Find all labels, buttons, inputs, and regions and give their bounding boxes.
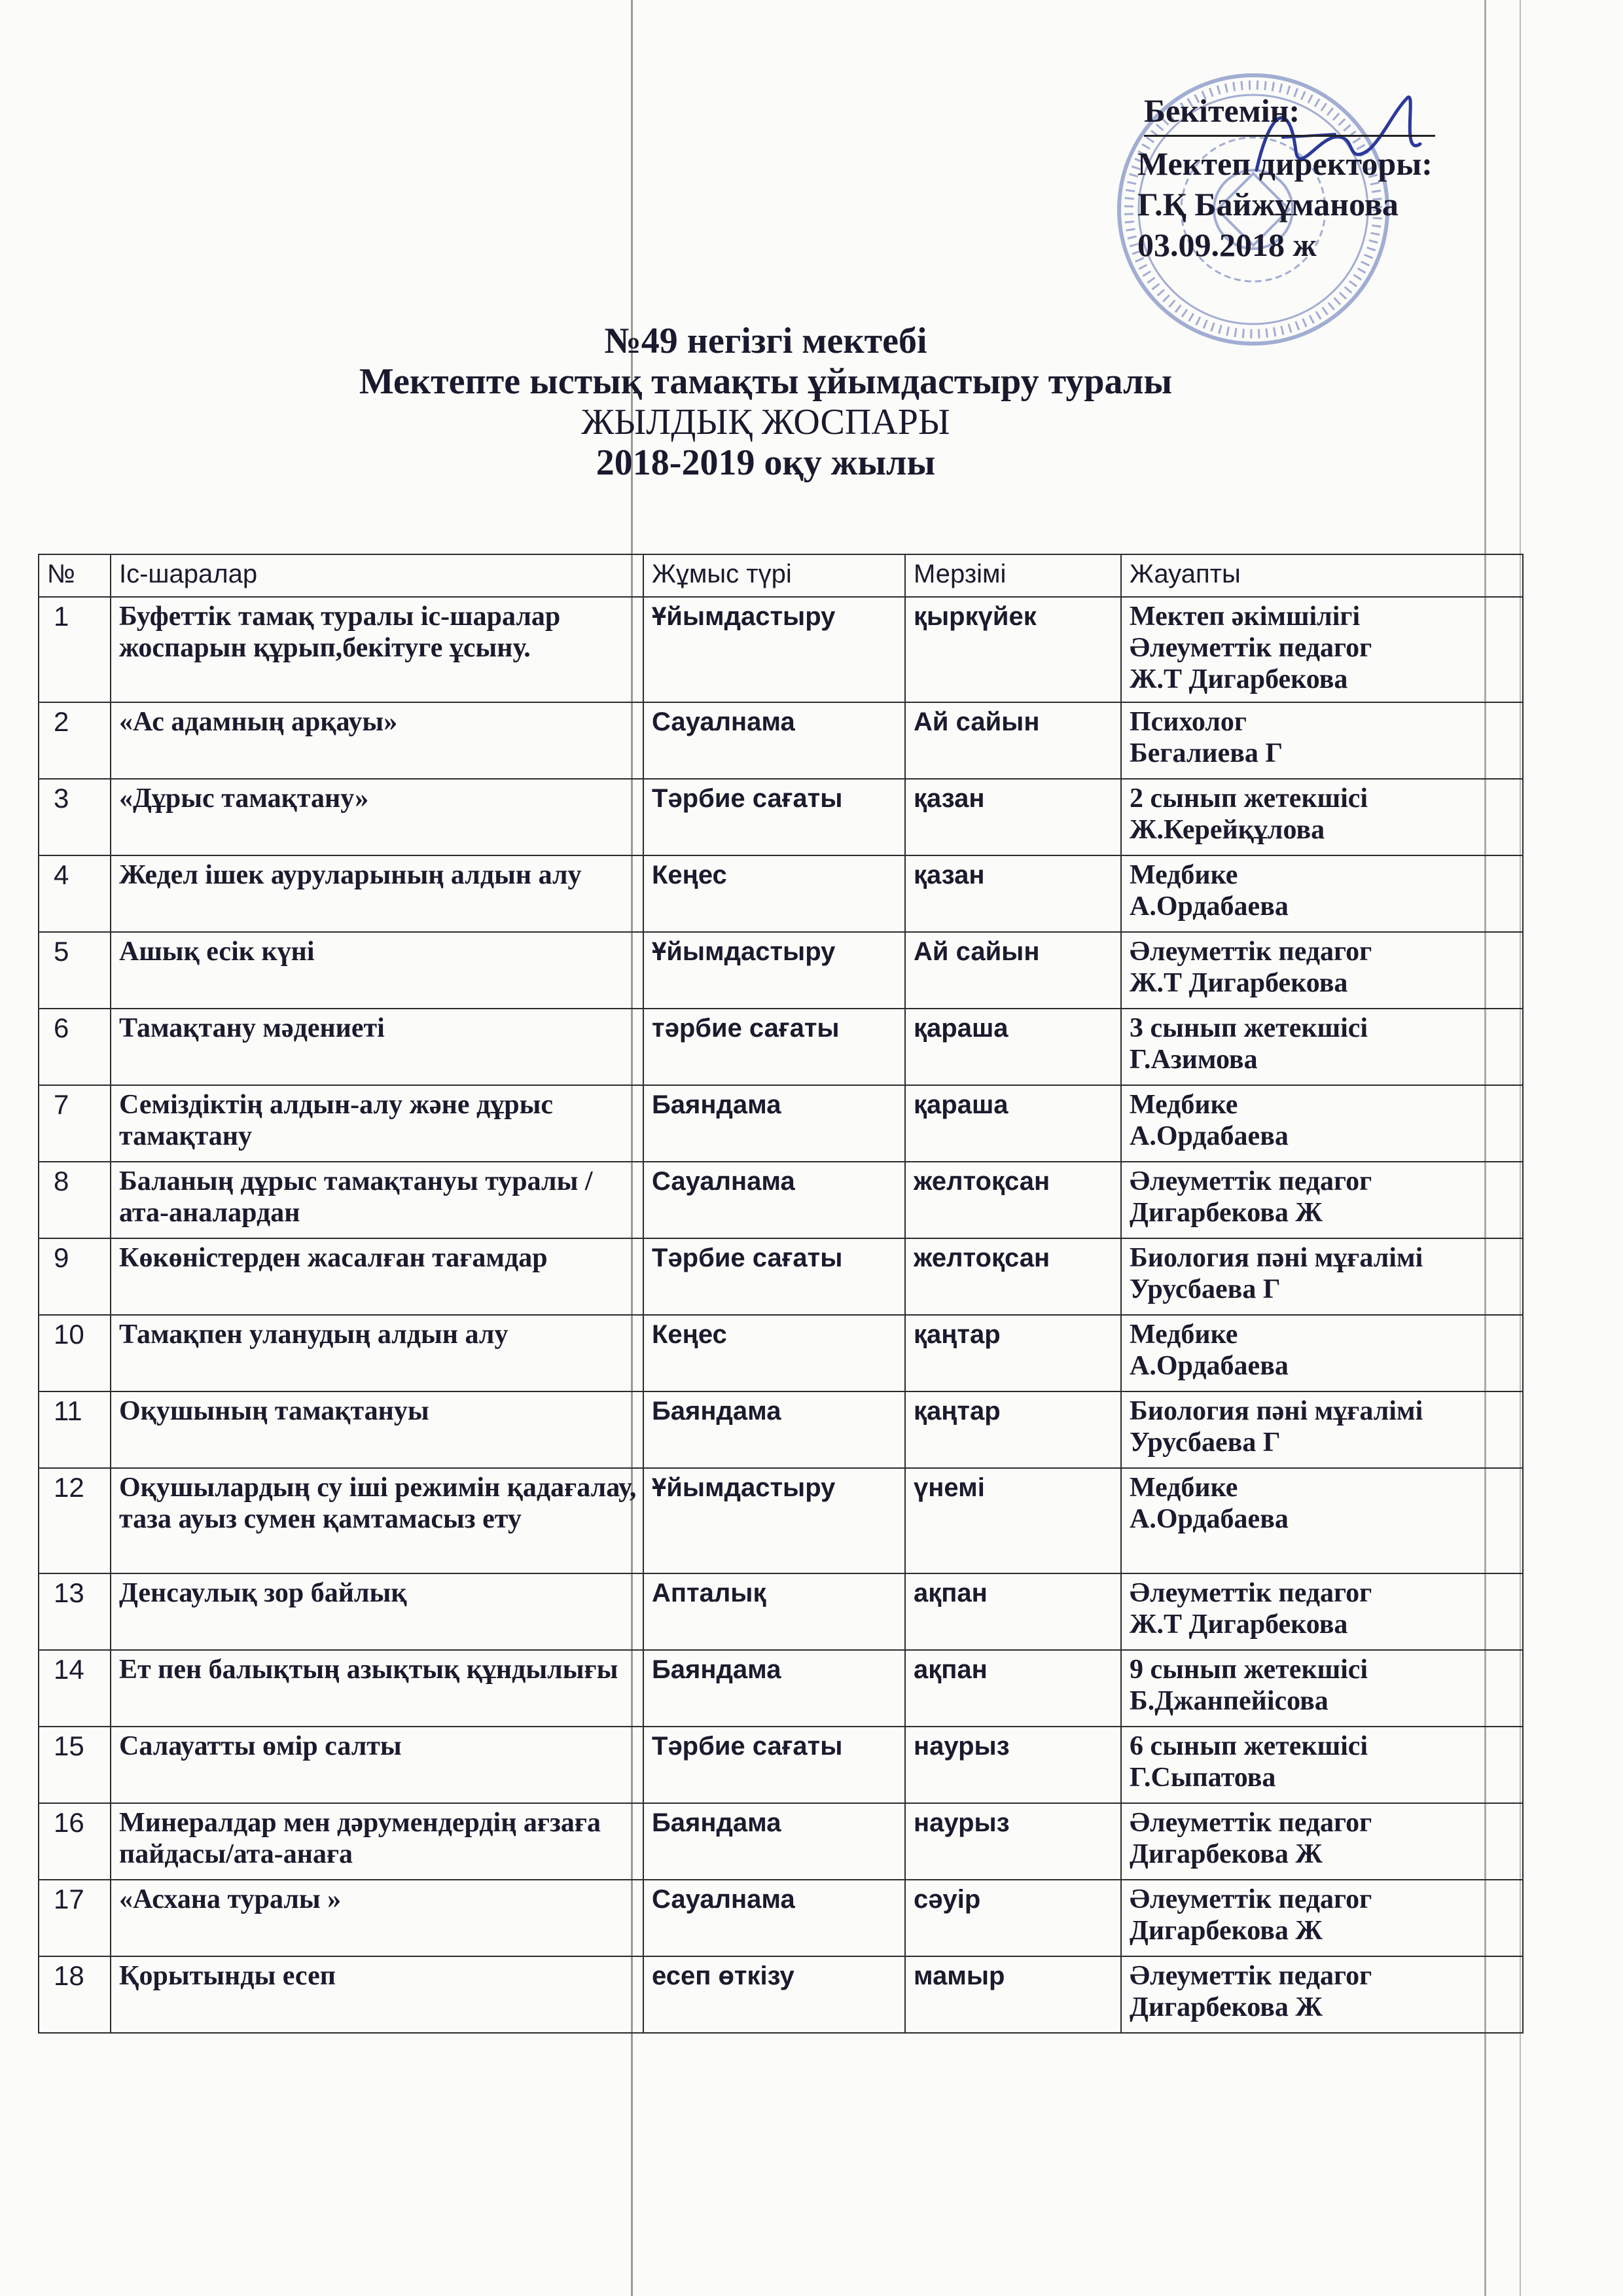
- row-term: қараша: [905, 1085, 1121, 1162]
- row-term: мамыр: [905, 1956, 1121, 2033]
- row-term: үнемі: [905, 1468, 1121, 1573]
- row-responsible: Әлеуметтік педагог Дигарбекова Ж: [1121, 1880, 1523, 1956]
- row-event: Қорытынды есеп: [111, 1956, 643, 2033]
- table-row: [39, 1162, 1523, 1238]
- row-event: Ашық есік күні: [111, 932, 643, 1009]
- row-work-type: Баяндама: [643, 1085, 905, 1162]
- row-number: 16: [39, 1803, 111, 1880]
- table-row: [39, 597, 1523, 702]
- row-work-type: Кеңес: [643, 855, 905, 932]
- table-row: [39, 702, 1523, 779]
- row-term: Ай сайын: [905, 702, 1121, 779]
- header-number: №: [39, 554, 111, 597]
- row-event: Оқушылардың су іші режимін қадағалау, таза ауыз сумен қамтамасыз ету: [111, 1468, 643, 1573]
- row-number: 17: [39, 1880, 111, 1956]
- row-term: қыркүйек: [905, 597, 1121, 702]
- table-body: [39, 597, 1523, 2033]
- header-work-type: Жұмыс түрі: [643, 554, 905, 597]
- row-number: 15: [39, 1727, 111, 1803]
- row-work-type: Тәрбие сағаты: [643, 1727, 905, 1803]
- header-term: Мерзімі: [905, 554, 1121, 597]
- row-event: Көкөністерден жасалған тағамдар: [111, 1238, 643, 1315]
- approval-block: [1137, 90, 1435, 265]
- row-event: «Ас адамның арқауы»: [111, 702, 643, 779]
- row-work-type: Баяндама: [643, 1391, 905, 1468]
- table-row: [39, 779, 1523, 855]
- row-work-type: Сауалнама: [643, 702, 905, 779]
- row-work-type: Ұйымдастыру: [643, 1468, 905, 1573]
- row-number: 10: [39, 1315, 111, 1391]
- table-row: [39, 1650, 1523, 1727]
- row-number: 13: [39, 1573, 111, 1650]
- row-number: 12: [39, 1468, 111, 1573]
- row-term: ақпан: [905, 1650, 1121, 1727]
- row-responsible: Әлеуметтік педагог Дигарбекова Ж: [1121, 1803, 1523, 1880]
- row-term: қаңтар: [905, 1315, 1121, 1391]
- table-row: [39, 932, 1523, 1009]
- row-work-type: Апталық: [643, 1573, 905, 1650]
- row-responsible: 2 сынып жетекшісі Ж.Керейқұлова: [1121, 779, 1523, 855]
- row-work-type: Сауалнама: [643, 1880, 905, 1956]
- school-name: №49 негізгі мектебі: [604, 321, 927, 361]
- row-event: Минералдар мен дәрумендердің ағзаға пайдасы/ата-анаға: [111, 1803, 643, 1880]
- row-number: 4: [39, 855, 111, 932]
- row-event: Жедел ішек ауруларының алдын алу: [111, 855, 643, 932]
- approval-role: Мектеп директоры:: [1137, 145, 1433, 182]
- approval-name: Г.Қ Байжұманова: [1137, 186, 1399, 223]
- row-term: қазан: [905, 779, 1121, 855]
- row-responsible: Мектеп әкімшілігі Әлеуметтік педагог Ж.Т Дигарбекова: [1121, 597, 1523, 702]
- table-row: [39, 855, 1523, 932]
- row-work-type: Тәрбие сағаты: [643, 1238, 905, 1315]
- header-responsible: Жауапты: [1121, 554, 1523, 597]
- row-event: Буфеттік тамақ туралы іс-шаралар жоспарын құрып,бекітуге ұсыну.: [111, 597, 643, 702]
- row-number: 11: [39, 1391, 111, 1468]
- table-row: [39, 1085, 1523, 1162]
- row-responsible: Биология пәні мұғалімі Урусбаева Г: [1121, 1391, 1523, 1468]
- table-row: [39, 1803, 1523, 1880]
- row-event: «Асхана туралы »: [111, 1880, 643, 1956]
- table-row: [39, 1573, 1523, 1650]
- row-number: 18: [39, 1956, 111, 2033]
- row-number: 9: [39, 1238, 111, 1315]
- header-events: Іс-шаралар: [111, 554, 643, 597]
- row-term: қазан: [905, 855, 1121, 932]
- row-term: ақпан: [905, 1573, 1121, 1650]
- row-responsible: Биология пәні мұғалімі Урусбаева Г: [1121, 1238, 1523, 1315]
- row-term: желтоқсан: [905, 1238, 1121, 1315]
- row-work-type: Кеңес: [643, 1315, 905, 1391]
- row-number: 3: [39, 779, 111, 855]
- table-row: [39, 1468, 1523, 1573]
- row-responsible: 3 сынып жетекшісі Г.Азимова: [1121, 1009, 1523, 1085]
- row-event: Тамақтану мәдениеті: [111, 1009, 643, 1085]
- row-responsible: Медбике А.Ордабаева: [1121, 1468, 1523, 1573]
- row-responsible: Медбике А.Ордабаева: [1121, 1315, 1523, 1391]
- row-number: 6: [39, 1009, 111, 1085]
- row-event: Оқушының тамақтануы: [111, 1391, 643, 1468]
- row-work-type: есеп өткізу: [643, 1956, 905, 2033]
- document-subject: Мектепте ыстық тамақты ұйымдастыру туралы: [359, 361, 1173, 402]
- row-responsible: Әлеуметтік педагог Ж.Т Дигарбекова: [1121, 932, 1523, 1009]
- row-event: Ет пен балықтың азықтық құндылығы: [111, 1650, 643, 1727]
- row-term: наурыз: [905, 1803, 1121, 1880]
- row-work-type: Баяндама: [643, 1650, 905, 1727]
- row-term: желтоқсан: [905, 1162, 1121, 1238]
- row-work-type: Тәрбие сағаты: [643, 779, 905, 855]
- row-responsible: Медбике А.Ордабаева: [1121, 855, 1523, 932]
- row-work-type: Баяндама: [643, 1803, 905, 1880]
- row-responsible: 6 сынып жетекшісі Г.Сыпатова: [1121, 1727, 1523, 1803]
- row-responsible: Әлеуметтік педагог Ж.Т Дигарбекова: [1121, 1573, 1523, 1650]
- row-term: сәуір: [905, 1880, 1121, 1956]
- row-number: 8: [39, 1162, 111, 1238]
- table-row: [39, 1315, 1523, 1391]
- row-number: 2: [39, 702, 111, 779]
- row-responsible: Медбике А.Ордабаева: [1121, 1085, 1523, 1162]
- row-number: 7: [39, 1085, 111, 1162]
- row-responsible: Әлеуметтік педагог Дигарбекова Ж: [1121, 1956, 1523, 2033]
- row-responsible: Әлеуметтік педагог Дигарбекова Ж: [1121, 1162, 1523, 1238]
- document-plan-title: ЖЫЛДЫҚ ЖОСПАРЫ: [581, 402, 950, 442]
- row-number: 1: [39, 597, 111, 702]
- row-work-type: Ұйымдастыру: [643, 597, 905, 702]
- table-row: [39, 1009, 1523, 1085]
- row-term: наурыз: [905, 1727, 1121, 1803]
- approval-date: 03.09.2018 ж: [1137, 226, 1317, 263]
- table-header-row: [39, 554, 1523, 597]
- row-term: қараша: [905, 1009, 1121, 1085]
- row-event: «Дұрыс тамақтану»: [111, 779, 643, 855]
- row-event: Денсаулық зор байлық: [111, 1573, 643, 1650]
- row-work-type: Сауалнама: [643, 1162, 905, 1238]
- row-number: 14: [39, 1650, 111, 1727]
- document-title-block: [0, 321, 1531, 483]
- table-row: [39, 1727, 1523, 1803]
- approval-title: Бекітемін:: [1144, 92, 1300, 129]
- row-responsible: 9 сынып жетекшісі Б.Джанпейісова: [1121, 1650, 1523, 1727]
- row-term: Ай сайын: [905, 932, 1121, 1009]
- table-row: [39, 1238, 1523, 1315]
- row-number: 5: [39, 932, 111, 1009]
- row-work-type: Ұйымдастыру: [643, 932, 905, 1009]
- table-row: [39, 1391, 1523, 1468]
- row-work-type: тәрбие сағаты: [643, 1009, 905, 1085]
- row-event: Тамақпен уланудың алдын алу: [111, 1315, 643, 1391]
- academic-year: 2018-2019 оқу жылы: [596, 442, 936, 483]
- table-row: [39, 1880, 1523, 1956]
- row-term: қаңтар: [905, 1391, 1121, 1468]
- row-event: Баланың дұрыс тамақтануы туралы /ата-аналардан: [111, 1162, 643, 1238]
- row-event: Семіздіктің алдын-алу және дұрыс тамақтану: [111, 1085, 643, 1162]
- row-responsible: Психолог Бегалиева Г: [1121, 702, 1523, 779]
- signature-line: [1144, 135, 1435, 137]
- table-row: [39, 1956, 1523, 2033]
- annual-plan-table: [38, 554, 1524, 2034]
- row-event: Салауатты өмір салты: [111, 1727, 643, 1803]
